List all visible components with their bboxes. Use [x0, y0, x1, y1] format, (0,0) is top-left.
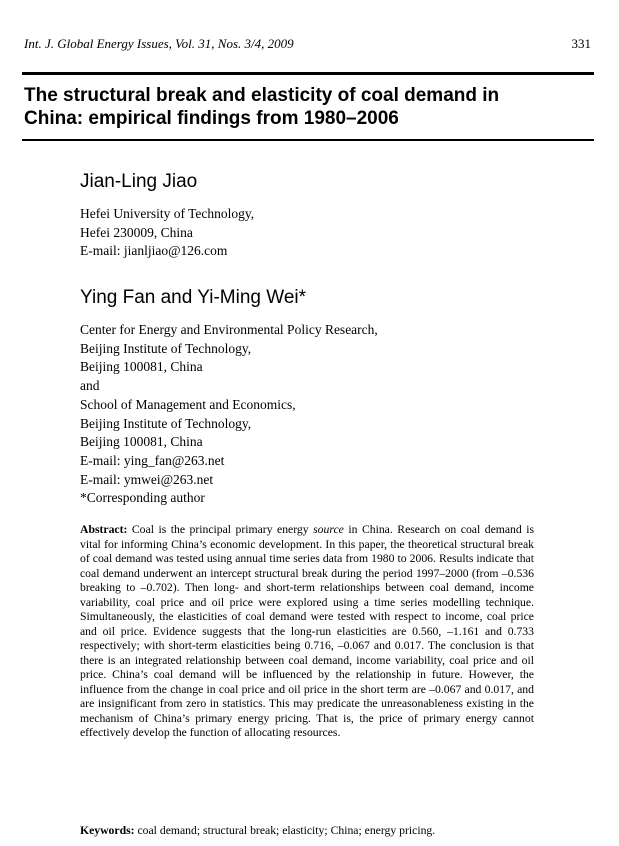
abstract-paragraph [80, 523, 534, 741]
keywords-line [80, 824, 550, 837]
affiliation-line: Hefei University of Technology, [80, 206, 255, 221]
affiliation-line: E-mail: ymwei@263.net [80, 471, 214, 487]
abstract-emphasis: source [313, 523, 344, 536]
affiliation-line: Hefei 230009, China [80, 224, 193, 240]
affiliation-line: Beijing Institute of Technology, [80, 415, 252, 431]
author-2-affiliation [80, 321, 378, 508]
keywords-label: Keywords: [80, 824, 135, 837]
author-1-affiliation [80, 205, 254, 261]
affiliation-line: Beijing 100081, China [80, 434, 203, 450]
title-top-rule [22, 72, 594, 75]
affiliation-line: *Corresponding author [80, 490, 205, 506]
page-number: 331 [571, 36, 591, 51]
affiliation-line: Center for Energy and Environmental Policy Research, [80, 322, 378, 337]
affiliation-line: E-mail: jianljiao@126.com [80, 243, 228, 259]
abstract-text-rest: in China. Research on coal demand is vital for informing China’s economic development. In this paper, the theoretical structural break of coal demand was tested using annual time series data from 1980 to 2006. Results indicate that coal demand underwent an intercept structural break during the period 1997–2000 (from –0.536 breaking to –0.702). Then long- and short-term relationships between coal demand, income variability, coal price and oil price were explored using a time series modelling technique. Simultaneously, the elasticities of coal demand were tested with respect to income, coal price and oil price. Evidence suggests that the long-run elasticities are 0.560, –1.161 and 0.733 respectively; with short-term elasticities being 0.716, –0.067 and 0.017. The conclusion is that there is an integrated relationship between coal demand, income variability, coal price and oil price. China’s coal demand will be influenced by the relationship in future. However, the influence from the change in coal price and oil price in the short term are –0.067 and 0.017, and are insignificant from zero in statistics. This may predicate the unreasonableness existing in the mechanism of China’s primary energy pricing. That is, the price of primary energy cannot effectively develop the function of allocating resources. [80, 523, 535, 739]
affiliation-line: Beijing Institute of Technology, [80, 340, 252, 356]
paper-title [24, 84, 594, 130]
author-name-1: Jian-Ling Jiao [80, 171, 198, 192]
abstract-label: Abstract: [80, 523, 128, 536]
journal-citation: Int. J. Global Energy Issues, Vol. 31, Nos. 3/4, 2009 [24, 36, 294, 51]
paper-title-line-2: China: empirical findings from 1980–2006 [24, 108, 399, 129]
affiliation-line: Beijing 100081, China [80, 359, 203, 375]
abstract-text-start: Coal is the principal primary energy [131, 523, 309, 536]
keywords-text: coal demand; structural break; elasticity; China; energy pricing. [137, 824, 436, 837]
affiliation-line: School of Management and Economics, [80, 396, 296, 412]
paper-title-line-1: The structural break and elasticity of coal demand in [24, 85, 500, 106]
affiliation-line: E-mail: ying_fan@263.net [80, 452, 225, 468]
author-name-2: Ying Fan and Yi-Ming Wei* [80, 287, 307, 308]
affiliation-line: and [80, 378, 100, 394]
title-bottom-rule [22, 139, 594, 141]
